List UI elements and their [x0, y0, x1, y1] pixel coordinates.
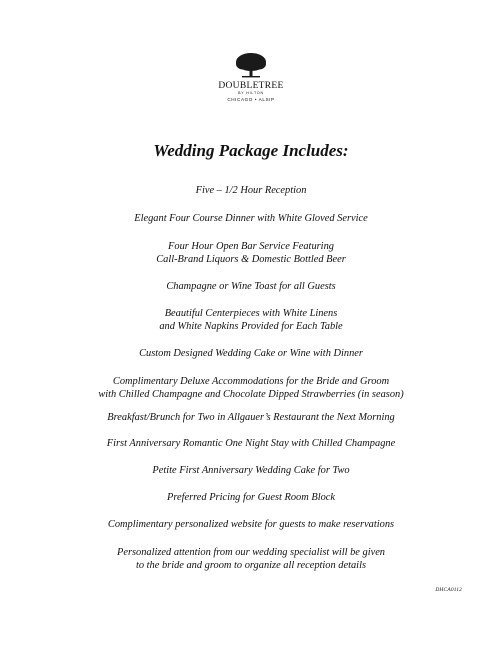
- package-item-line: Petite First Anniversary Wedding Cake for Two: [152, 465, 350, 476]
- package-item-line: Call-Brand Liquors & Domestic Bottled Beer: [156, 254, 346, 265]
- logo-brand-text: DOUBLETREE: [218, 81, 284, 91]
- package-item: [0, 307, 502, 333]
- package-item-line: Champagne or Wine Toast for all Guests: [166, 281, 336, 292]
- package-item: [0, 437, 502, 450]
- package-item: [0, 491, 502, 504]
- tree-icon: [234, 52, 268, 80]
- package-item-line: with Chilled Champagne and Chocolate Dipped Strawberries (in season): [98, 389, 404, 400]
- package-item-line: Complimentary Deluxe Accommodations for the Bride and Groom: [112, 376, 390, 387]
- package-item-line: Beautiful Centerpieces with White Linens: [164, 308, 338, 319]
- logo-location-text: CHICAGO • ALSIP: [227, 97, 275, 102]
- package-item-line: Preferred Pricing for Guest Room Block: [166, 492, 336, 503]
- package-item: [0, 240, 502, 266]
- package-item-line: Breakfast/Brunch for Two in Allgauer’s Restaurant the Next Morning: [107, 412, 395, 423]
- package-item-line: First Anniversary Romantic One Night Stay with Chilled Champagne: [106, 438, 396, 449]
- doubletree-logo: [0, 52, 502, 103]
- package-item: [0, 280, 502, 293]
- package-item: [0, 184, 502, 197]
- package-item: [0, 375, 502, 401]
- package-item: [0, 347, 502, 360]
- package-item: [0, 464, 502, 477]
- package-item: [0, 518, 502, 531]
- package-item-line: to the bride and groom to organize all reception details: [135, 560, 366, 571]
- package-item: [0, 212, 502, 225]
- package-item-line: and White Napkins Provided for Each Table: [159, 321, 343, 332]
- package-item-line: Complimentary personalized website for guests to make reservations: [107, 519, 395, 530]
- document-code: DHCA0112: [435, 587, 462, 593]
- package-item-line: Four Hour Open Bar Service Featuring: [168, 241, 334, 252]
- package-item: [0, 546, 502, 572]
- package-item-line: Personalized attention from our wedding specialist will be given: [116, 547, 385, 558]
- package-item-line: Five – 1/2 Hour Reception: [195, 185, 307, 196]
- package-item-line: Custom Designed Wedding Cake or Wine with Dinner: [139, 348, 363, 359]
- package-item: [0, 411, 502, 424]
- page-title: Wedding Package Includes:: [153, 141, 349, 160]
- package-item-line: Elegant Four Course Dinner with White Gloved Service: [134, 213, 368, 224]
- logo-sub-text: BY HILTON: [238, 91, 264, 95]
